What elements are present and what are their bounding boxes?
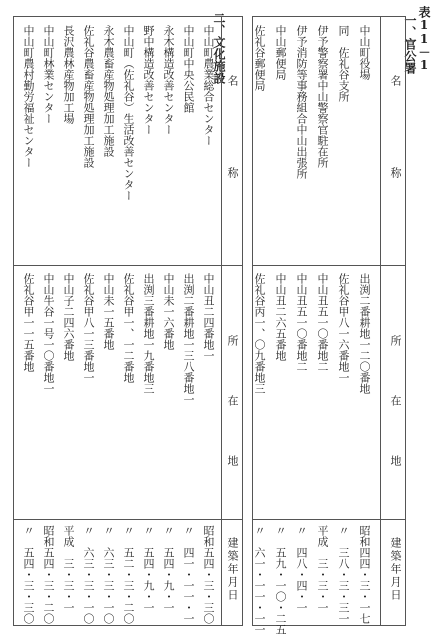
row3-date: 平成 三・三・一 bbox=[316, 525, 329, 613]
col-divider bbox=[380, 17, 381, 625]
row5-name: 中山町（佐礼谷）生活改善センター bbox=[122, 25, 135, 201]
row1-date: 昭和五四・三・三〇 bbox=[202, 525, 215, 624]
row1-name: 中山町役場 bbox=[358, 25, 371, 80]
row-divider bbox=[253, 519, 405, 520]
row9-date: 昭和五四・三・二〇 bbox=[42, 525, 55, 624]
header-date: 建築年月日 bbox=[389, 537, 402, 602]
header-address-2: 在 bbox=[226, 395, 239, 406]
header-date: 建築年月日 bbox=[226, 537, 239, 602]
row4-address: 中山丑五一〇番地二 bbox=[295, 273, 308, 372]
row2-date: 〃 四一・一一・一 bbox=[182, 525, 195, 624]
row6-date: 〃 六三・三・一〇 bbox=[102, 525, 115, 624]
row1-address: 出渕二番耕地一二〇番地 bbox=[358, 273, 371, 394]
row2-address: 佐礼谷甲八一六番地一 bbox=[337, 273, 350, 383]
header-address-2: 在 bbox=[389, 395, 402, 406]
row8-date: 平成 三・三・一 bbox=[62, 525, 75, 613]
header-address-3: 地 bbox=[389, 455, 402, 466]
row-divider bbox=[14, 519, 242, 520]
row4-address: 出渕三番耕地一九番地三 bbox=[142, 273, 155, 394]
row1-name: 中山町農業総合センター bbox=[202, 25, 215, 146]
row8-address: 中山子二四六番地 bbox=[62, 273, 75, 361]
row6-address: 佐礼谷丙一、〇九番地三 bbox=[253, 273, 266, 394]
row10-name: 中山町農村勤労福祉センター bbox=[22, 25, 35, 168]
row7-address: 佐礼谷甲八一三番地一 bbox=[82, 273, 95, 383]
row6-address: 中山未一五番地 bbox=[102, 273, 115, 350]
row3-address: 中山丑五一〇番地二 bbox=[316, 273, 329, 372]
row7-date: 〃 六三・三・一〇 bbox=[82, 525, 95, 624]
cultural-facilities-table bbox=[13, 16, 243, 626]
row8-name: 長沢農林産物加工場 bbox=[62, 25, 75, 124]
section-title-government-offices: 一、官公署 bbox=[403, 14, 417, 74]
row5-address: 中山丑二六五番地 bbox=[274, 273, 287, 361]
row9-address: 中山牛谷一号一〇番地一 bbox=[42, 273, 55, 394]
header-address-1: 所 bbox=[226, 335, 239, 346]
row1-date: 昭和四四・三・一七 bbox=[358, 525, 371, 624]
header-name-2: 称 bbox=[226, 167, 239, 178]
row3-name: 永木構造改善センター bbox=[162, 25, 175, 135]
government-offices-table bbox=[252, 16, 406, 635]
row2-name: 中山町中央公民館 bbox=[182, 25, 195, 113]
row3-name: 伊予警察署中山警察官駐在所 bbox=[316, 25, 329, 168]
row5-date: 〃 五九・一〇・二五 bbox=[274, 525, 287, 635]
row2-date: 〃 三八・三・三一 bbox=[337, 525, 350, 624]
row6-name: 永木農畜産物処理加工施設 bbox=[102, 25, 115, 157]
header-name-1: 名 bbox=[389, 75, 402, 86]
row-divider bbox=[253, 265, 405, 266]
row1-address: 中山丑二四番地一 bbox=[202, 273, 215, 361]
row5-date: 〃 五二・三・二〇 bbox=[122, 525, 135, 624]
row4-date: 〃 五四・九・一 bbox=[142, 525, 155, 613]
row9-name: 中山町林業センター bbox=[42, 25, 55, 124]
header-address-1: 所 bbox=[389, 335, 402, 346]
row7-name: 佐礼谷農畜産物処理加工施設 bbox=[82, 25, 95, 168]
row10-address: 佐礼谷甲一一五番地 bbox=[22, 273, 35, 372]
header-name-1: 名 bbox=[226, 75, 239, 86]
row2-name: 同 佐礼谷支所 bbox=[337, 25, 350, 102]
row3-date: 〃 五四・九・一 bbox=[162, 525, 175, 613]
row-divider bbox=[14, 265, 242, 266]
row3-address: 中山未一六番地 bbox=[162, 273, 175, 350]
col-divider bbox=[221, 17, 222, 625]
header-address-3: 地 bbox=[226, 455, 239, 466]
table-number: 表11－1 bbox=[417, 6, 431, 72]
row5-address: 佐礼谷甲一、一二番地 bbox=[122, 273, 135, 383]
row4-date: 〃 四八・四・一 bbox=[295, 525, 308, 613]
section-title-cultural-facilities: 二、文化施設 bbox=[212, 12, 226, 84]
row6-name: 佐礼谷郵便局 bbox=[253, 25, 266, 91]
row4-name: 伊予消防等事務組合中山出張所 bbox=[295, 25, 308, 179]
row6-date: 〃 六一・一一・一一 bbox=[253, 525, 266, 635]
row5-name: 中山郵便局 bbox=[274, 25, 287, 80]
row2-address: 出渕二番耕地一三八番地一 bbox=[182, 273, 195, 405]
row4-name: 野中構造改善センター bbox=[142, 25, 155, 135]
row10-date: 〃 五四・三・三〇 bbox=[22, 525, 35, 624]
header-name-2: 称 bbox=[389, 167, 402, 178]
